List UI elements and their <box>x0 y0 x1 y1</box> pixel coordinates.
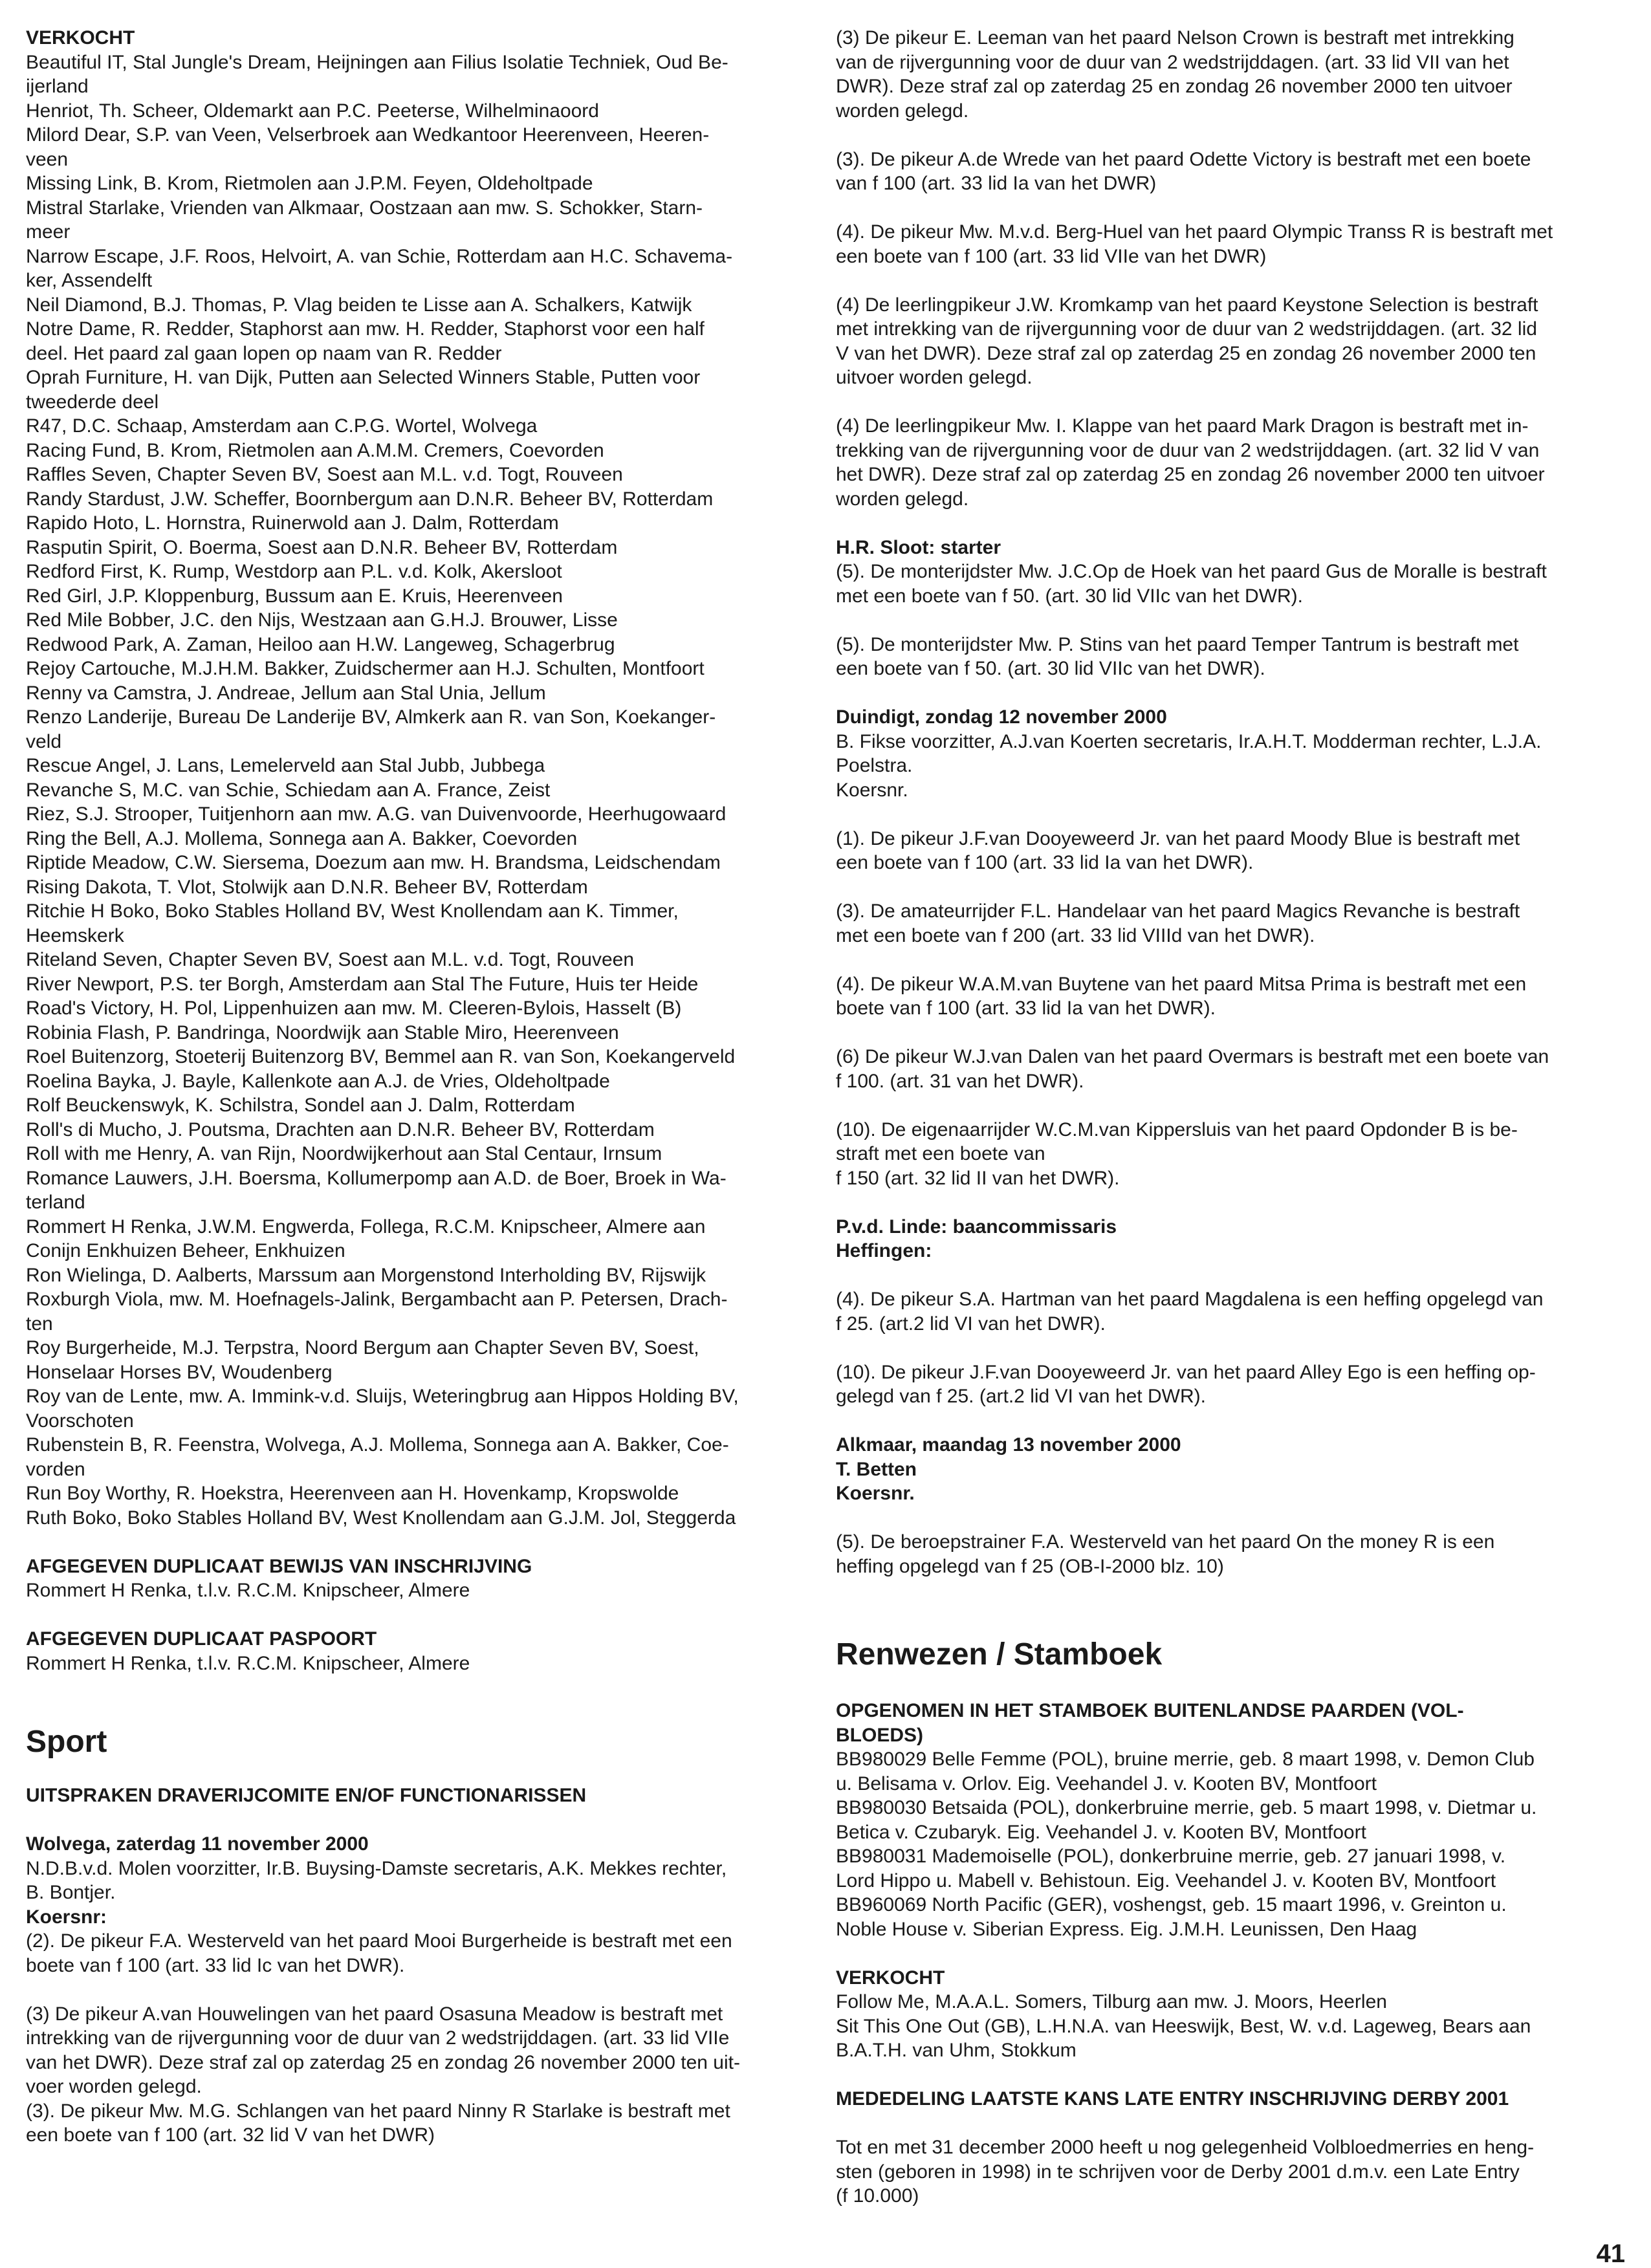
list-item: vorden <box>26 1458 85 1480</box>
list-item: Roy van de Lente, mw. A. Immink-v.d. Sluijs, Weteringbrug aan Hippos Holding BV, <box>26 1386 739 1407</box>
list-item: BB980030 Betsaida (POL), donkerbruine merrie, geb. 5 maart 1998, v. Dietmar u. <box>836 1797 1537 1818</box>
heading-line: BLOEDS) <box>836 1724 923 1746</box>
list-item: tweederde deel <box>26 391 159 413</box>
list-item: Beautiful IT, Stal Jungle's Dream, Heijningen aan Filius Isolatie Techniek, Oud Be- <box>26 51 728 73</box>
list-item: Riptide Meadow, C.W. Siersema, Doezum aan mw. H. Brandsma, Leidschendam <box>26 852 721 873</box>
duplicaat-bewijs-text: Rommert H Renka, t.l.v. R.C.M. Knipscheer, Almere <box>26 1580 470 1601</box>
text-line: trekking van de rijvergunning voor de duur van 2 wedstrijddagen. (art. 32 lid V van <box>836 439 1540 461</box>
text-line: een boete van f 100 (art. 33 lid VIIe van het DWR) <box>836 245 1267 267</box>
list-item: Missing Link, B. Krom, Rietmolen aan J.P.M. Feyen, Oldeholtpade <box>26 173 593 194</box>
text-line: (3) De pikeur A.van Houwelingen van het paard Osasuna Meadow is bestraft met <box>26 2003 723 2025</box>
ruling-paragraph <box>836 1118 1612 1191</box>
text-line: DWR). Deze straf zal op zaterdag 25 en zondag 26 november 2000 ten uitvoer <box>836 76 1513 97</box>
ruling-paragraph <box>836 1360 1612 1409</box>
renwezen-heading: Renwezen / Stamboek <box>836 1637 1163 1672</box>
ruling-paragraph <box>836 899 1612 948</box>
list-item: Roy Burgerheide, M.J. Terpstra, Noord Bergum aan Chapter Seven BV, Soest, <box>26 1337 699 1358</box>
list-item: BB980031 Mademoiselle (POL), donkerbruine merrie, geb. 27 januari 1998, v. <box>836 1846 1506 1867</box>
verkocht-list <box>26 50 802 1531</box>
ruling-paragraph <box>836 1045 1612 1093</box>
verkocht-list-right <box>836 1990 1612 2063</box>
text-line: B. Bontjer. <box>26 1882 116 1903</box>
text-line: worden gelegd. <box>836 100 969 122</box>
list-item: Noble House v. Siberian Express. Eig. J.M.H. Leunissen, Den Haag <box>836 1918 1417 1940</box>
text-line: van f 100 (art. 33 lid Ia van het DWR) <box>836 173 1157 194</box>
text-line: voer worden gelegd. <box>26 2076 202 2097</box>
list-item: ijerland <box>26 76 89 97</box>
text-line: (1). De pikeur J.F.van Dooyeweerd Jr. van het paard Moody Blue is bestraft met <box>836 827 1520 849</box>
text-line: f 25. (art.2 lid VI van het DWR). <box>836 1313 1106 1335</box>
list-item: Rapido Hoto, L. Hornstra, Ruinerwold aan J. Dalm, Rotterdam <box>26 512 559 534</box>
mededeling-text <box>836 2135 1612 2208</box>
list-item: Renzo Landerije, Bureau De Landerije BV, Almkerk aan R. van Son, Koekanger- <box>26 706 716 728</box>
linde-heading: P.v.d. Linde: baancommissaris <box>836 1216 1117 1238</box>
right-column <box>836 26 1612 2208</box>
list-item: Betica v. Czubaryk. Eig. Veehandel J. v. Kooten BV, Montfoort <box>836 1821 1366 1843</box>
list-item: Ring the Bell, A.J. Mollema, Sonnega aan A. Bakker, Coevorden <box>26 827 578 849</box>
list-item: veen <box>26 148 69 170</box>
ruling-paragraph <box>836 293 1612 390</box>
list-item: Conijn Enkhuizen Beheer, Enkhuizen <box>26 1240 345 1261</box>
ruling-paragraph <box>836 1287 1612 1336</box>
list-item: R47, D.C. Schaap, Amsterdam aan C.P.G. Wortel, Wolvega <box>26 415 538 437</box>
text-line: (f 10.000) <box>836 2185 919 2207</box>
text-line: f 100. (art. 31 van het DWR). <box>836 1070 1084 1092</box>
ruling-paragraph <box>836 827 1612 875</box>
alkmaar-koersnr: Koersnr. <box>836 1483 915 1504</box>
list-item: Riteland Seven, Chapter Seven BV, Soest aan M.L. v.d. Togt, Rouveen <box>26 949 635 970</box>
text-line: uitvoer worden gelegd. <box>836 367 1033 388</box>
text-line: gelegd van f 25. (art.2 lid VI van het DWR). <box>836 1386 1206 1407</box>
ruling-paragraph <box>836 560 1612 608</box>
text-line: heffing opgelegd van f 25 (OB-I-2000 blz. 10) <box>836 1555 1224 1577</box>
list-item: ker, Assendelft <box>26 270 153 291</box>
text-line: (4) De leerlingpikeur Mw. I. Klappe van het paard Mark Dragon is bestraft met in- <box>836 415 1529 437</box>
ruling-paragraph <box>836 1530 1612 1578</box>
text-line: worden gelegd. <box>836 488 969 510</box>
duplicaat-paspoort-heading: AFGEGEVEN DUPLICAAT PASPOORT <box>26 1628 377 1650</box>
list-item: Raffles Seven, Chapter Seven BV, Soest aan M.L. v.d. Togt, Rouveen <box>26 464 623 485</box>
list-item: Ron Wielinga, D. Aalberts, Marssum aan Morgenstond Interholding BV, Rijswijk <box>26 1264 706 1286</box>
page-number: 41 <box>1596 2240 1625 2268</box>
list-item: BB960069 North Pacific (GER), voshengst, geb. 15 maart 1996, v. Greinton u. <box>836 1894 1507 1915</box>
text-line: V van het DWR). Deze straf zal op zaterdag 25 en zondag 26 november 2000 ten <box>836 342 1536 364</box>
list-item: Rasputin Spirit, O. Boerma, Soest aan D.N.R. Beheer BV, Rotterdam <box>26 536 618 558</box>
list-item: Ruth Boko, Boko Stables Holland BV, West Knollendam aan G.J.M. Jol, Steggerda <box>26 1507 736 1529</box>
text-line: (2). De pikeur F.A. Westerveld van het paard Mooi Burgerheide is bestraft met een <box>26 1930 732 1952</box>
list-item: Riez, S.J. Strooper, Tuitjenhorn aan mw. A.G. van Duivenvoorde, Heerhugowaard <box>26 803 727 825</box>
list-item: Sit This One Out (GB), L.H.N.A. van Heeswijk, Best, W. v.d. Lageweg, Bears aan <box>836 2015 1531 2037</box>
list-item: Roll's di Mucho, J. Poutsma, Drachten aan D.N.R. Beheer BV, Rotterdam <box>26 1118 655 1140</box>
stamboek-heading <box>836 1699 1612 1747</box>
list-item: Honselaar Horses BV, Woudenberg <box>26 1361 333 1383</box>
list-item: u. Belisama v. Orlov. Eig. Veehandel J. v. Kooten BV, Montfoort <box>836 1772 1377 1794</box>
list-item: Romance Lauwers, J.H. Boersma, Kollumerpomp aan A.D. de Boer, Broek in Wa- <box>26 1167 727 1189</box>
alkmaar-betten: T. Betten <box>836 1458 917 1480</box>
heffingen-heading: Heffingen: <box>836 1240 932 1261</box>
duindigt-heading: Duindigt, zondag 12 november 2000 <box>836 706 1167 728</box>
list-item: Rommert H Renka, J.W.M. Engwerda, Follega, R.C.M. Knipscheer, Almere aan <box>26 1216 706 1238</box>
list-item: Redwood Park, A. Zaman, Heiloo aan H.W. Langeweg, Schagerbrug <box>26 633 615 655</box>
text-line: (10). De pikeur J.F.van Dooyeweerd Jr. van het paard Alley Ego is een heffing op- <box>836 1361 1536 1383</box>
sloot-heading: H.R. Sloot: starter <box>836 536 1001 558</box>
ruling-paragraph <box>836 220 1612 268</box>
stamboek-list <box>836 1747 1612 1941</box>
text-line: met een boete van f 200 (art. 33 lid VIIId van het DWR). <box>836 924 1315 946</box>
list-item: Roxburgh Viola, mw. M. Hoefnagels-Jalink, Bergambacht aan P. Petersen, Drach- <box>26 1289 728 1310</box>
text-line: met een boete van f 50. (art. 30 lid VIIc van het DWR). <box>836 585 1304 607</box>
list-item: deel. Het paard zal gaan lopen op naam van R. Redder <box>26 342 502 364</box>
list-item: Follow Me, M.A.A.L. Somers, Tilburg aan mw. J. Moors, Heerlen <box>836 1991 1387 2012</box>
list-item: Red Mile Bobber, J.C. den Nijs, Westzaan aan G.H.J. Brouwer, Lisse <box>26 609 618 631</box>
duplicaat-bewijs-heading: AFGEGEVEN DUPLICAAT BEWIJS VAN INSCHRIJVING <box>26 1555 532 1577</box>
list-item: Heemskerk <box>26 924 124 946</box>
list-item: Rolf Beuckenswyk, K. Schilstra, Sondel aan J. Dalm, Rotterdam <box>26 1095 575 1116</box>
text-line: van de rijvergunning voor de duur van 2 wedstrijddagen. (art. 33 lid VII van het <box>836 51 1509 73</box>
list-item: River Newport, P.S. ter Borgh, Amsterdam aan Stal The Future, Huis ter Heide <box>26 973 699 995</box>
list-item: Run Boy Worthy, R. Hoekstra, Heerenveen aan H. Hovenkamp, Kropswolde <box>26 1483 679 1504</box>
list-item: meer <box>26 221 71 243</box>
verkocht-heading-right: VERKOCHT <box>836 1967 945 1989</box>
list-item: Narrow Escape, J.F. Roos, Helvoirt, A. van Schie, Rotterdam aan H.C. Schavema- <box>26 245 733 267</box>
list-item: veld <box>26 730 62 752</box>
text-line: (4). De pikeur W.A.M.van Buytene van het paard Mitsa Prima is bestraft met een <box>836 973 1527 995</box>
ruling-paragraph <box>836 26 1612 123</box>
text-line: Tot en met 31 december 2000 heeft u nog gelegenheid Volbloedmerries en heng- <box>836 2137 1535 2158</box>
text-line: intrekking van de rijvergunning voor de duur van 2 wedstrijddagen. (art. 33 lid VIIe <box>26 2027 730 2049</box>
list-item: Red Girl, J.P. Kloppenburg, Bussum aan E. Kruis, Heerenveen <box>26 585 563 607</box>
ruling-paragraph <box>836 147 1612 196</box>
wolvega-heading: Wolvega, zaterdag 11 november 2000 <box>26 1833 369 1855</box>
text-line: (5). De beroepstrainer F.A. Westerveld van het paard On the money R is een <box>836 1531 1495 1553</box>
text-line: (4). De pikeur S.A. Hartman van het paard Magdalena is een heffing opgelegd van <box>836 1289 1544 1310</box>
list-item: Roel Buitenzorg, Stoeterij Buitenzorg BV, Bemmel aan R. van Son, Koekangerveld <box>26 1046 736 1067</box>
list-item: Redford First, K. Rump, Westdorp aan P.L. v.d. Kolk, Akersloot <box>26 561 562 582</box>
text-line: (5). De monterijdster Mw. P. Stins van het paard Temper Tantrum is bestraft met <box>836 633 1519 655</box>
text-line: (10). De eigenaarrijder W.C.M.van Kippersluis van het paard Opdonder B is be- <box>836 1118 1518 1140</box>
list-item: Mistral Starlake, Vrienden van Alkmaar, Oostzaan aan mw. S. Schokker, Starn- <box>26 197 703 219</box>
wolvega-ruling-2 <box>26 2002 802 2148</box>
list-item: Notre Dame, R. Redder, Staphorst aan mw. H. Redder, Staphorst voor een half <box>26 318 705 340</box>
list-item: ten <box>26 1313 53 1335</box>
mededeling-heading: MEDEDELING LAATSTE KANS LATE ENTRY INSCHRIJVING DERBY 2001 <box>836 2088 1509 2110</box>
text-line: B. Fikse voorzitter, A.J.van Koerten secretaris, Ir.A.H.T. Modderman rechter, L.J.A. <box>836 730 1542 752</box>
text-line: met intrekking van de rijvergunning voor de duur van 2 wedstrijddagen. (art. 32 lid <box>836 318 1537 340</box>
text-line: (3). De amateurrijder F.L. Handelaar van het paard Magics Revanche is bestraft <box>836 900 1520 922</box>
list-item: Milord Dear, S.P. van Veen, Velserbroek aan Wedkantoor Heerenveen, Heeren- <box>26 124 710 146</box>
alkmaar-heading: Alkmaar, maandag 13 november 2000 <box>836 1434 1181 1456</box>
list-item: Lord Hippo u. Mabell v. Behistoun. Eig. Veehandel J. v. Kooten BV, Montfoort <box>836 1870 1496 1892</box>
text-line: (6) De pikeur W.J.van Dalen van het paard Overmars is bestraft met een boete van <box>836 1046 1549 1067</box>
sport-heading: Sport <box>26 1725 107 1759</box>
list-item: Robinia Flash, P. Bandringa, Noordwijk aan Stable Miro, Heerenveen <box>26 1021 619 1043</box>
ruling-paragraph <box>836 633 1612 681</box>
list-item: Revanche S, M.C. van Schie, Schiedam aan A. France, Zeist <box>26 779 551 801</box>
text-line: een boete van f 100 (art. 33 lid Ia van het DWR). <box>836 852 1254 873</box>
text-line: boete van f 100 (art. 33 lid Ia van het DWR). <box>836 998 1216 1019</box>
text-line: (4) De leerlingpikeur J.W. Kromkamp van het paard Keystone Selection is bestraft <box>836 294 1538 316</box>
list-item: Randy Stardust, J.W. Scheffer, Boornbergum aan D.N.R. Beheer BV, Rotterdam <box>26 488 714 510</box>
text-line: (4). De pikeur Mw. M.v.d. Berg-Huel van het paard Olympic Transs R is bestraft met <box>836 221 1553 243</box>
list-item: BB980029 Belle Femme (POL), bruine merrie, geb. 8 maart 1998, v. Demon Club <box>836 1749 1535 1770</box>
list-item: Rescue Angel, J. Lans, Lemelerveld aan Stal Jubb, Jubbega <box>26 755 545 776</box>
text-line: straft met een boete van <box>836 1143 1045 1164</box>
list-item: Renny va Camstra, J. Andreae, Jellum aan Stal Unia, Jellum <box>26 682 546 704</box>
list-item: Neil Diamond, B.J. Thomas, P. Vlag beiden te Lisse aan A. Schalkers, Katwijk <box>26 294 692 316</box>
verkocht-heading: VERKOCHT <box>26 27 135 49</box>
text-line: het DWR). Deze straf zal op zaterdag 25 en zondag 26 november 2000 ten uitvoer <box>836 464 1545 485</box>
list-item: B.A.T.H. van Uhm, Stokkum <box>836 2040 1077 2061</box>
list-item: Rising Dakota, T. Vlot, Stolwijk aan D.N.R. Beheer BV, Rotterdam <box>26 876 588 898</box>
duindigt-officials <box>836 730 1612 803</box>
list-item: Rejoy Cartouche, M.J.H.M. Bakker, Zuidschermer aan H.J. Schulten, Montfoort <box>26 658 705 679</box>
list-item: Road's Victory, H. Pol, Lippenhuizen aan mw. M. Cleeren-Bylois, Hasselt (B) <box>26 998 682 1019</box>
text-line: (5). De monterijdster Mw. J.C.Op de Hoek van het paard Gus de Moralle is bestraft <box>836 561 1547 582</box>
wolvega-ruling-1 <box>26 1929 802 1978</box>
list-item: terland <box>26 1192 85 1213</box>
list-item: Henriot, Th. Scheer, Oldemarkt aan P.C. Peeterse, Wilhelminaoord <box>26 100 599 122</box>
text-line: Poelstra. <box>836 755 913 776</box>
list-item: Ritchie H Boko, Boko Stables Holland BV, West Knollendam aan K. Timmer, <box>26 900 679 922</box>
text-line: Koersnr. <box>836 779 908 801</box>
koersnr-label: Koersnr: <box>26 1906 107 1928</box>
list-item: Roelina Bayka, J. Bayle, Kallenkote aan A.J. de Vries, Oldeholtpade <box>26 1070 610 1092</box>
list-item: Racing Fund, B. Krom, Rietmolen aan A.M.M. Cremers, Coevorden <box>26 439 604 461</box>
left-column <box>26 26 802 2148</box>
text-line: boete van f 100 (art. 33 lid Ic van het DWR). <box>26 1954 405 1976</box>
list-item: Oprah Furniture, H. van Dijk, Putten aan Selected Winners Stable, Putten voor <box>26 367 701 388</box>
text-line: sten (geboren in 1998) in te schrijven voor de Derby 2001 d.m.v. een Late Entry <box>836 2161 1520 2183</box>
wolvega-officials <box>26 1857 802 1905</box>
text-line: een boete van f 50. (art. 30 lid VIIc van het DWR). <box>836 658 1265 679</box>
text-line: N.D.B.v.d. Molen voorzitter, Ir.B. Buysing-Damste secretaris, A.K. Mekkes rechter, <box>26 1857 727 1879</box>
list-item: Roll with me Henry, A. van Rijn, Noordwijkerhout aan Stal Centaur, Irnsum <box>26 1143 662 1164</box>
list-item: Rubenstein B, R. Feenstra, Wolvega, A.J. Mollema, Sonnega aan A. Bakker, Coe- <box>26 1434 729 1456</box>
text-line: (3). De pikeur Mw. M.G. Schlangen van het paard Ninny R Starlake is bestraft met <box>26 2100 730 2122</box>
text-line: (3). De pikeur A.de Wrede van het paard Odette Victory is bestraft met een boete <box>836 148 1531 170</box>
text-line: (3) De pikeur E. Leeman van het paard Nelson Crown is bestraft met intrekking <box>836 27 1514 49</box>
text-line: van het DWR). Deze straf zal op zaterdag 25 en zondag 26 november 2000 ten uit- <box>26 2051 740 2073</box>
duplicaat-paspoort-text: Rommert H Renka, t.l.v. R.C.M. Knipscheer, Almere <box>26 1652 470 1674</box>
ruling-paragraph <box>836 972 1612 1021</box>
text-line: f 150 (art. 32 lid II van het DWR). <box>836 1167 1120 1189</box>
heading-line: OPGENOMEN IN HET STAMBOEK BUITENLANDSE PAARDEN (VOL- <box>836 1700 1464 1721</box>
uitspraken-heading: UITSPRAKEN DRAVERIJCOMITE EN/OF FUNCTIONARISSEN <box>26 1785 587 1806</box>
text-line: een boete van f 100 (art. 32 lid V van het DWR) <box>26 2124 435 2146</box>
list-item: Voorschoten <box>26 1410 134 1432</box>
ruling-paragraph <box>836 414 1612 511</box>
